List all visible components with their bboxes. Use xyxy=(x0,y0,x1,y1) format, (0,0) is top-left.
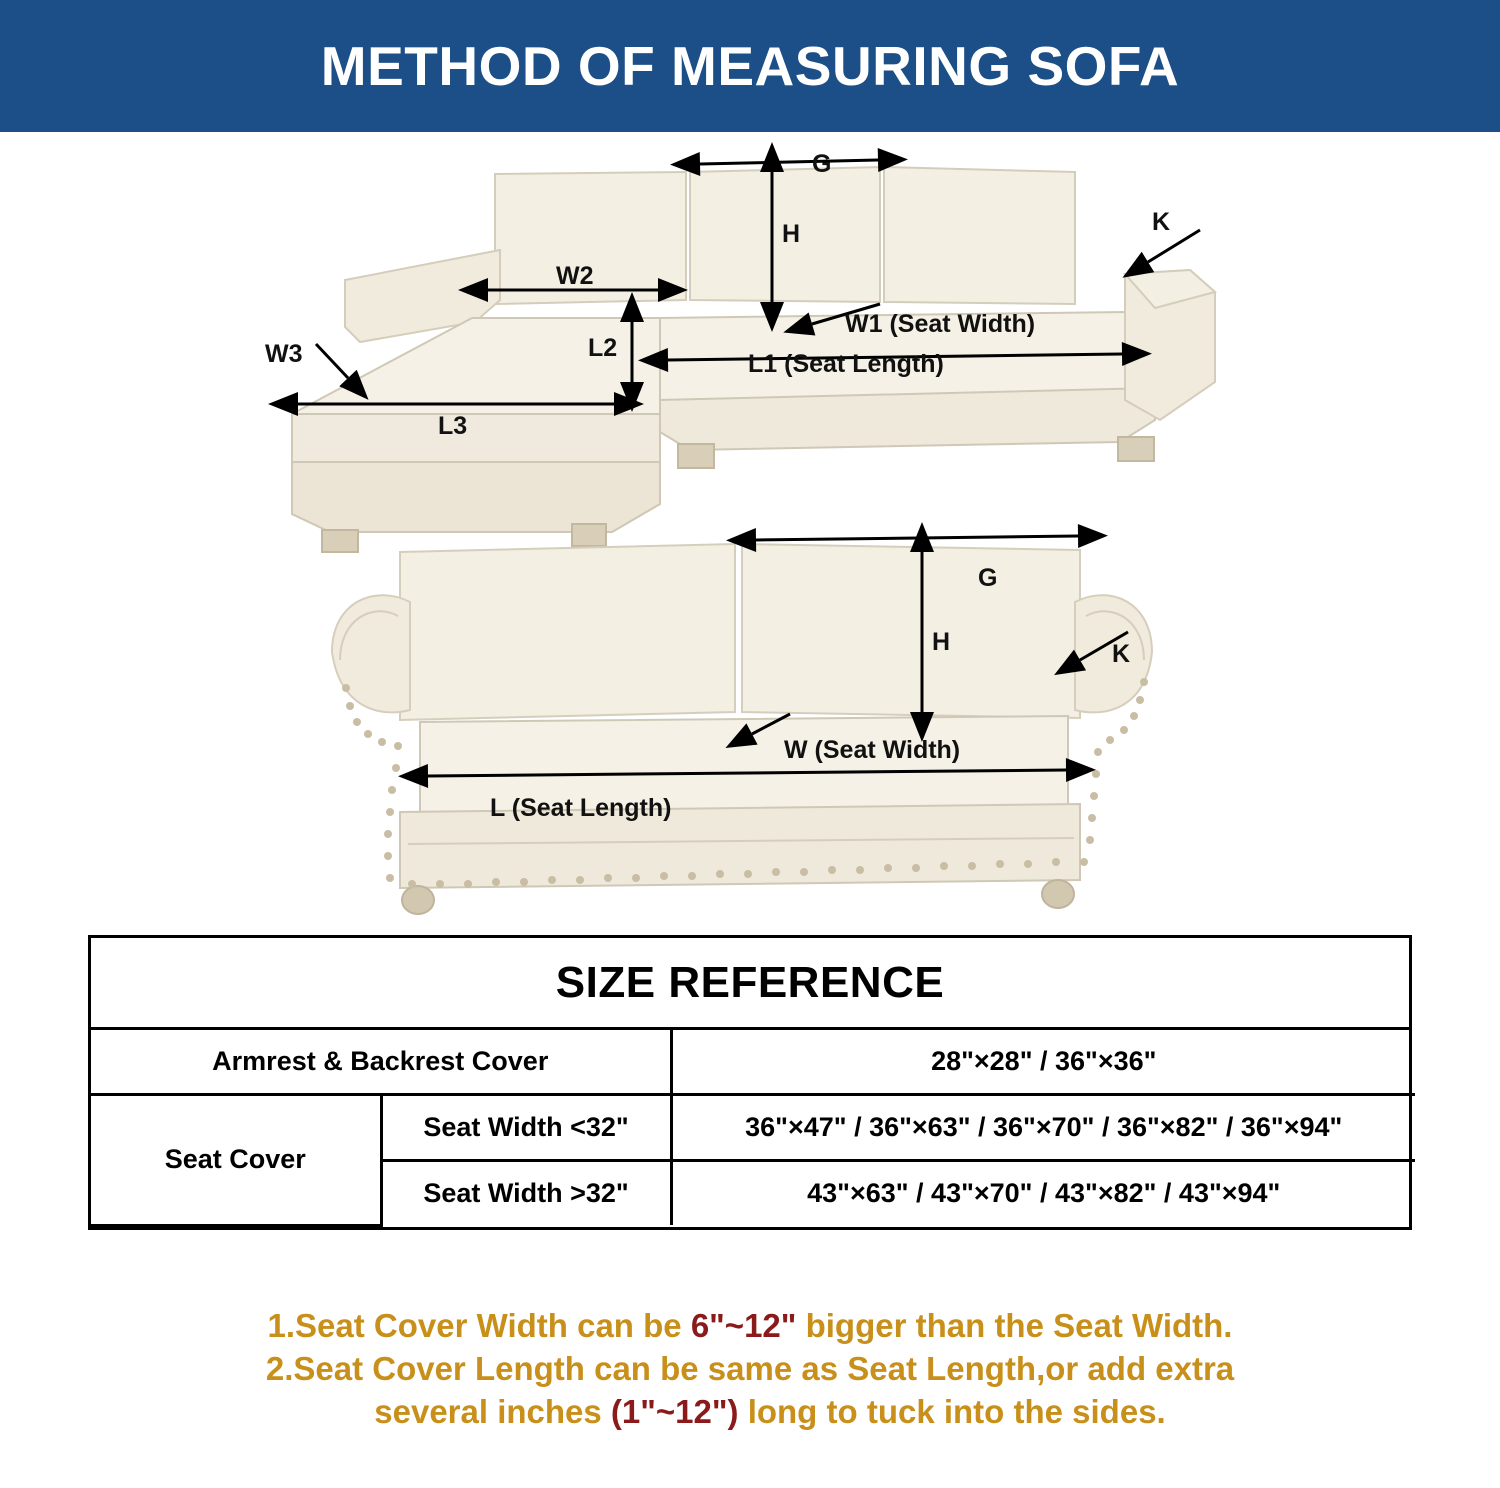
row-values-seat-width-lt32: 36"×47" / 36"×63" / 36"×70" / 36"×82" / 36"×94" xyxy=(671,1095,1415,1161)
label-sectional-k: K xyxy=(1152,208,1171,236)
label-standard-k: K xyxy=(1112,640,1131,668)
label-standard-w: W (Seat Width) xyxy=(784,736,961,764)
note3-part-b: long to tuck into the sides. xyxy=(738,1392,1166,1430)
note3-highlight: (1"~12") xyxy=(610,1392,739,1430)
note1-part-a: 1.Seat Cover Width can be xyxy=(267,1307,691,1344)
label-standard-h: H xyxy=(932,628,951,656)
row-label-seat-cover: Seat Cover xyxy=(91,1095,381,1226)
table-row xyxy=(91,1030,1415,1095)
label-standard-g: G xyxy=(978,564,998,592)
table-row xyxy=(91,1095,1415,1161)
page-header xyxy=(0,0,1500,132)
sofa-illustrations xyxy=(0,132,1500,932)
notes-block xyxy=(0,1305,1500,1434)
sofa-measurement-diagram xyxy=(0,132,1500,932)
row-values-armrest: 28"×28" / 36"×36" xyxy=(671,1030,1415,1095)
label-standard-l: L (Seat Length) xyxy=(490,794,672,822)
size-reference-title: SIZE REFERENCE xyxy=(91,938,1409,1030)
note1-highlight: 6"~12" xyxy=(690,1307,797,1344)
standard-sofa-drawing xyxy=(332,536,1152,914)
label-sectional-l2: L2 xyxy=(588,334,618,362)
label-sectional-l1: L1 (Seat Length) xyxy=(748,350,944,378)
row-sub-seat-width-gt32: Seat Width >32" xyxy=(381,1161,671,1226)
label-sectional-w1: W1 (Seat Width) xyxy=(845,310,1036,338)
label-sectional-g: G xyxy=(812,150,832,178)
label-sectional-w3: W3 xyxy=(265,340,303,368)
note1-part-b: bigger than the Seat Width. xyxy=(796,1307,1233,1344)
label-sectional-h: H xyxy=(782,220,801,248)
note-line-1 xyxy=(0,1305,1500,1348)
label-sectional-w2: W2 xyxy=(556,262,594,290)
size-reference-table xyxy=(88,935,1412,1230)
row-label-armrest: Armrest & Backrest Cover xyxy=(91,1030,671,1095)
note-line-3 xyxy=(0,1391,1500,1434)
row-sub-seat-width-lt32: Seat Width <32" xyxy=(381,1095,671,1161)
note-line-2: 2.Seat Cover Length can be same as Seat Length,or add extra xyxy=(265,1349,1235,1387)
page-title: METHOD OF MEASURING SOFA xyxy=(320,35,1180,97)
note3-part-a: several inches xyxy=(374,1392,611,1430)
label-sectional-l3: L3 xyxy=(438,412,468,440)
row-values-seat-width-gt32: 43"×63" / 43"×70" / 43"×82" / 43"×94" xyxy=(671,1161,1415,1226)
